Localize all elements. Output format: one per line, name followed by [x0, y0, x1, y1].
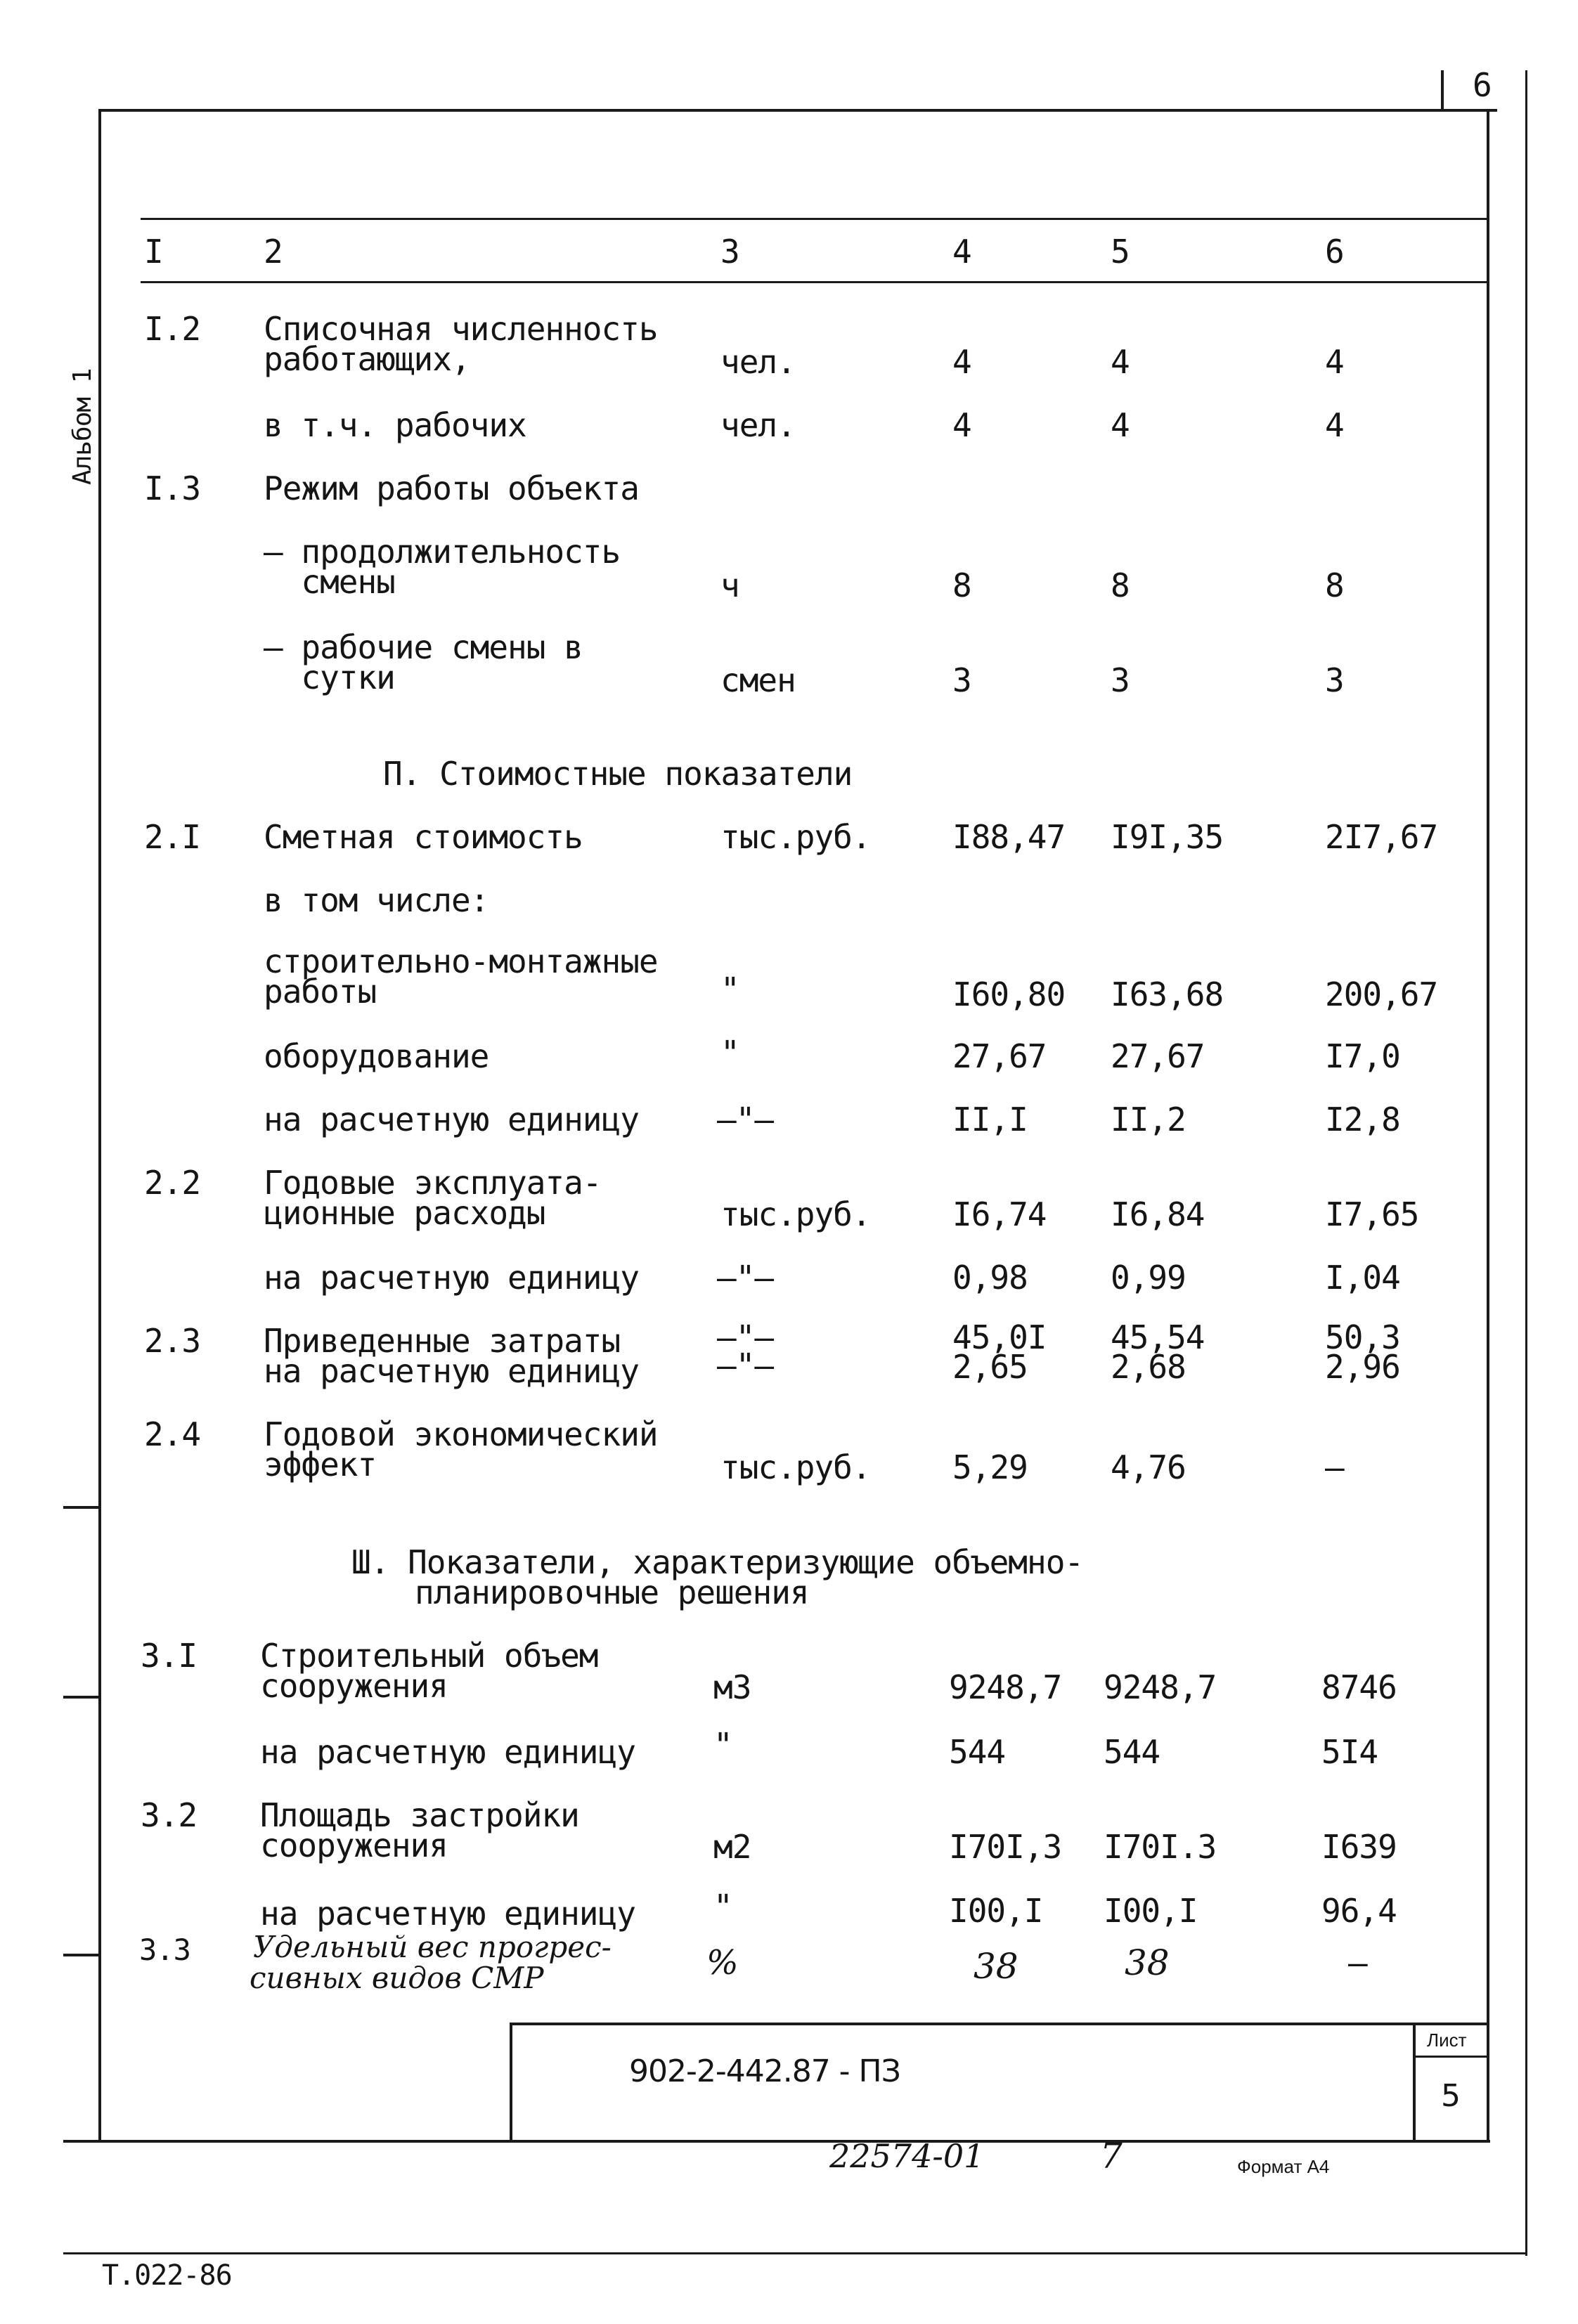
row-value-4: 38 — [974, 1946, 1018, 1987]
row-value-5: 3 — [1111, 661, 1130, 699]
row-unit: –"– — [717, 1101, 774, 1138]
row-value-5: 4 — [1111, 343, 1130, 381]
row-value-6: – — [1325, 1448, 1344, 1486]
row-value-6: I7,65 — [1325, 1195, 1419, 1233]
row-value-6: I639 — [1321, 1828, 1397, 1866]
column-header-1: I — [144, 233, 163, 271]
row-unit: ч — [720, 566, 739, 604]
row-name-line: Строительный объем — [260, 1637, 598, 1675]
row-unit: м2 — [713, 1828, 751, 1866]
margin-tick — [63, 1954, 98, 1956]
frame-top-line — [98, 109, 1497, 112]
row-value-5: II,2 — [1111, 1101, 1186, 1138]
stamp-top-line — [510, 2023, 1487, 2025]
row-name-line: сивных видов СМР — [250, 1961, 544, 1995]
row-value-4: 8 — [952, 566, 971, 604]
row-value-5: 544 — [1104, 1733, 1160, 1771]
row-value-5: 4 — [1111, 406, 1130, 444]
row-value-5: I6,84 — [1111, 1195, 1205, 1233]
row-name-line: строительно-монтажные — [264, 942, 658, 980]
row-number: 3.2 — [141, 1796, 198, 1834]
row-unit: тыс.руб. — [720, 1195, 871, 1233]
row-name-line: Приведенные затраты — [264, 1322, 621, 1360]
row-name-line: смены — [264, 563, 395, 601]
frame-outer-right-line — [1525, 70, 1527, 2256]
row-value-4: 4 — [952, 343, 971, 381]
sheet-label: Лист — [1427, 2030, 1467, 2051]
row-unit: чел. — [720, 406, 796, 444]
row-value-4: 5,29 — [952, 1448, 1028, 1486]
row-name-line: Годовые эксплуата- — [264, 1164, 602, 1202]
row-name-line: сооружения — [260, 1667, 448, 1705]
row-name-line: ционные расходы — [264, 1194, 545, 1232]
column-header-6: 6 — [1325, 233, 1344, 271]
row-value-6: 3 — [1325, 661, 1344, 699]
row-name-line: Сметная стоимость — [264, 818, 583, 856]
row-name-line: сооружения — [260, 1826, 448, 1864]
header-bottom-line — [141, 281, 1487, 283]
row-value-5: 38 — [1125, 1942, 1170, 1983]
row-name-line: на расчетную единицу — [260, 1895, 635, 1933]
column-header-3: 3 — [720, 233, 739, 271]
row-value-6: 8 — [1325, 566, 1344, 604]
margin-tick — [63, 1696, 98, 1699]
archive-number: 22574-01 — [829, 2137, 985, 2175]
archive-page: 7 — [1100, 2136, 1123, 2176]
row-value-4: 45,0I — [952, 1318, 1047, 1356]
row-unit: тыс.руб. — [720, 818, 871, 856]
row-unit: смен — [720, 661, 796, 699]
row-value-5: I63,68 — [1111, 975, 1224, 1013]
row-number: 2.I — [144, 818, 201, 856]
row-value-6: 8746 — [1321, 1668, 1397, 1706]
row-name-line: Годовой экономический — [264, 1415, 658, 1453]
row-unit: " — [713, 1888, 732, 1926]
row-name-line: Удельный вес прогрес- — [253, 1930, 612, 1964]
row-value-4: 27,67 — [952, 1037, 1047, 1075]
section-heading: планировочные решения — [415, 1573, 809, 1611]
stamp-sheet-label-line — [1413, 2056, 1487, 2058]
row-value-6: 4 — [1325, 406, 1344, 444]
row-number: 3.I — [141, 1637, 198, 1675]
row-name-line: Площадь застройки — [260, 1796, 579, 1834]
format-label: Формат А4 — [1237, 2156, 1330, 2177]
row-value-5: 0,99 — [1111, 1259, 1186, 1297]
sheet-number: 5 — [1441, 2078, 1460, 2114]
row-value-4: I6,74 — [952, 1195, 1047, 1233]
column-header-5: 5 — [1111, 233, 1130, 271]
row-value-4: I88,47 — [952, 818, 1066, 856]
row-unit: –"– — [717, 1318, 774, 1356]
row-number: 3.3 — [139, 1933, 190, 1967]
row-name-line: на расчетную единицу — [260, 1733, 635, 1771]
row-name-line: оборудование — [264, 1037, 489, 1075]
sheet-corner-number: 6 — [1473, 66, 1492, 104]
side-label: Альбом 1 — [68, 368, 97, 485]
header-top-line — [141, 218, 1487, 220]
row-value-4: 544 — [949, 1733, 1006, 1771]
row-name-line: работы — [264, 973, 377, 1011]
row-value-4: 0,98 — [952, 1259, 1028, 1297]
row-unit: % — [706, 1943, 739, 1982]
row-unit: " — [713, 1726, 732, 1764]
row-name-line: Списочная численность — [264, 310, 658, 348]
row-value-6: 2,96 — [1325, 1348, 1400, 1386]
section-heading: Ш. Показатели, характеризующие объемно- — [351, 1543, 1084, 1581]
row-name-line: – рабочие смены в — [264, 628, 583, 666]
column-header-2: 2 — [264, 233, 283, 271]
row-number: 2.4 — [144, 1415, 201, 1453]
row-value-4: II,I — [952, 1101, 1028, 1138]
row-value-6: 200,67 — [1325, 975, 1438, 1013]
row-name-line: сутки — [264, 658, 395, 696]
row-value-4: 3 — [952, 661, 971, 699]
row-value-6: I,04 — [1325, 1259, 1400, 1297]
row-value-5: I70I.3 — [1104, 1828, 1217, 1866]
row-value-5: 2,68 — [1111, 1348, 1186, 1386]
row-name-line: в т.ч. рабочих — [264, 406, 526, 444]
row-value-5: 27,67 — [1111, 1037, 1205, 1075]
row-name-line: на расчетную единицу — [264, 1352, 639, 1390]
row-unit: чел. — [720, 343, 796, 381]
row-value-5: 8 — [1111, 566, 1130, 604]
row-value-6: I7,0 — [1325, 1037, 1400, 1075]
row-unit: " — [720, 971, 739, 1008]
row-name-line: в том числе: — [264, 881, 489, 919]
row-value-6: – — [1348, 1944, 1367, 1982]
margin-tick — [63, 1506, 98, 1509]
page-bottom-line — [63, 2252, 1527, 2254]
row-value-6: 5I4 — [1321, 1733, 1378, 1771]
row-value-4: I00,I — [949, 1892, 1043, 1930]
row-value-6: I2,8 — [1325, 1101, 1400, 1138]
row-unit: –"– — [717, 1346, 774, 1384]
row-value-5: I9I,35 — [1111, 818, 1224, 856]
row-number: 2.3 — [144, 1322, 201, 1360]
row-value-5: I00,I — [1104, 1892, 1198, 1930]
row-value-4: I60,80 — [952, 975, 1066, 1013]
document-code: 902-2-442.87 - ПЗ — [629, 2053, 900, 2089]
stamp-sheet-divider — [1413, 2023, 1416, 2140]
stamp-left-line — [510, 2023, 512, 2140]
frame-bottom-line — [63, 2140, 1490, 2143]
column-header-4: 4 — [952, 233, 971, 271]
row-number: 2.2 — [144, 1164, 201, 1202]
row-value-6: 4 — [1325, 343, 1344, 381]
row-name-line: – продолжительность — [264, 533, 621, 571]
row-value-4: 9248,7 — [949, 1668, 1062, 1706]
row-unit: тыс.руб. — [720, 1448, 871, 1486]
section-heading: П. Стоимостные показатели — [383, 755, 853, 793]
row-unit: –"– — [717, 1259, 774, 1297]
row-name-line: эффект — [264, 1446, 377, 1484]
row-value-4: I70I,3 — [949, 1828, 1062, 1866]
row-name-line: на расчетную единицу — [264, 1101, 639, 1138]
row-value-6: 2I7,67 — [1325, 818, 1438, 856]
corner-tick — [1441, 70, 1444, 109]
row-unit: м3 — [713, 1668, 751, 1706]
row-value-5: 4,76 — [1111, 1448, 1186, 1486]
row-value-6: 50,3 — [1325, 1318, 1400, 1356]
row-value-4: 2,65 — [952, 1348, 1028, 1386]
bottom-code: Т.022-86 — [102, 2259, 232, 2292]
row-name-line: Режим работы объекта — [264, 469, 639, 507]
row-value-6: 96,4 — [1321, 1892, 1397, 1930]
frame-right-line — [1487, 109, 1489, 2140]
row-name-line: на расчетную единицу — [264, 1259, 639, 1297]
row-value-4: 4 — [952, 406, 971, 444]
row-number: I.3 — [144, 469, 201, 507]
row-value-5: 45,54 — [1111, 1318, 1205, 1356]
row-value-5: 9248,7 — [1104, 1668, 1217, 1706]
row-unit: " — [720, 1034, 739, 1072]
row-name-line: работающих, — [264, 340, 470, 378]
row-number: I.2 — [144, 310, 201, 348]
